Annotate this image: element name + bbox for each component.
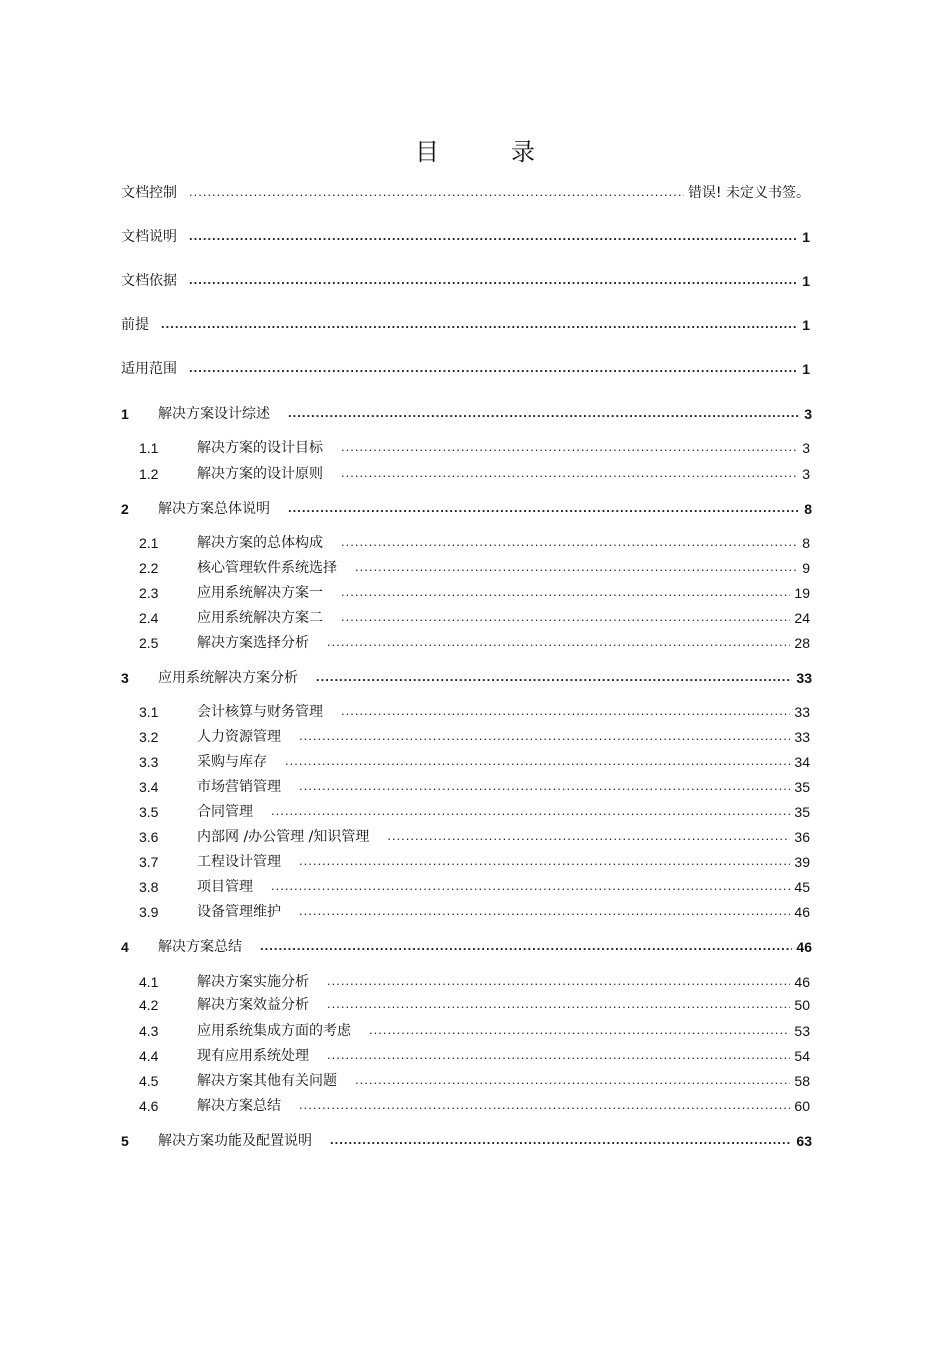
toc-entry[interactable]: [139, 1096, 810, 1116]
dot-leader: [189, 228, 798, 244]
toc-entry-number: 2.4: [139, 610, 159, 626]
dot-leader: [327, 996, 790, 1012]
toc-entry[interactable]: [121, 1131, 812, 1151]
toc-entry-page-number: 33: [794, 704, 810, 720]
toc-entry-number: 3.1: [139, 704, 159, 720]
toc-entry-label: 现有应用系统处理: [197, 1048, 309, 1064]
toc-entry[interactable]: [121, 499, 812, 519]
toc-entry[interactable]: [139, 995, 810, 1015]
toc-entry-number: 2.3: [139, 585, 159, 601]
toc-entry[interactable]: [121, 937, 812, 957]
toc-entry[interactable]: [139, 972, 810, 992]
toc-entry[interactable]: [139, 1046, 810, 1066]
dot-leader: [341, 703, 790, 719]
toc-entry[interactable]: [139, 464, 810, 484]
toc-entry[interactable]: [139, 852, 810, 872]
toc-entry-label: 解决方案效益分析: [197, 997, 309, 1013]
toc-entry-page-number: 3: [802, 466, 810, 482]
toc-entry-page-number: 46: [794, 904, 810, 920]
toc-entry-page-number: 24: [794, 610, 810, 626]
toc-entry-label: 项目管理: [197, 879, 253, 895]
toc-entry[interactable]: [139, 777, 810, 797]
toc-entry-page-number: 60: [794, 1098, 810, 1114]
dot-leader: [316, 669, 792, 685]
toc-entry-number: 3.3: [139, 754, 159, 770]
toc-entry-page-number: 53: [794, 1023, 810, 1039]
toc-entry-number: 3.9: [139, 904, 159, 920]
toc-entry[interactable]: [121, 315, 810, 335]
toc-entry-number: 4.5: [139, 1073, 159, 1089]
toc-entry-label: 解决方案总体说明: [158, 501, 270, 517]
toc-entry-number: 3.6: [139, 829, 159, 845]
dot-leader: [369, 1022, 790, 1038]
toc-entry-label: 解决方案总结: [197, 1098, 281, 1114]
toc-entry-label: 核心管理软件系统选择: [197, 560, 337, 576]
toc-entry-label: 适用范围: [121, 361, 177, 377]
toc-entry-page-number: 36: [794, 829, 810, 845]
toc-entry[interactable]: [139, 902, 810, 922]
toc-entry[interactable]: [139, 633, 810, 653]
toc-entry-page-number: 1: [802, 229, 810, 245]
toc-entry-page-number: 8: [802, 535, 810, 551]
toc-entry-number: 3.7: [139, 854, 159, 870]
dot-leader: [327, 634, 790, 650]
toc-entry-page-number: 58: [794, 1073, 810, 1089]
toc-entry-label: 文档说明: [121, 229, 177, 245]
toc-entry[interactable]: [139, 608, 810, 628]
dot-leader: [285, 753, 790, 769]
page-title: 目 录: [415, 138, 559, 166]
toc-entry-page-number: 33: [794, 729, 810, 745]
dot-leader: [161, 316, 798, 332]
toc-entry[interactable]: [139, 533, 810, 553]
toc-entry-label: 合同管理: [197, 804, 253, 820]
dot-leader: [341, 534, 798, 550]
toc-entry-number: 1: [121, 406, 129, 422]
toc-entry-page-number: 46: [794, 974, 810, 990]
toc-entry-page-number: 19: [794, 585, 810, 601]
toc-entry-page-number: 9: [802, 560, 810, 576]
toc-entry-number: 1.1: [139, 440, 159, 456]
toc-entry[interactable]: [121, 404, 812, 424]
toc-entry[interactable]: [121, 359, 810, 379]
dot-leader: [387, 828, 790, 844]
dot-leader: [327, 1047, 790, 1063]
toc-entry-label: 文档依据: [121, 273, 177, 289]
toc-entry[interactable]: [139, 1021, 810, 1041]
dot-leader: [355, 559, 798, 575]
toc-entry-page-number: 1: [802, 317, 810, 333]
dot-leader: [355, 1072, 790, 1088]
dot-leader: [299, 853, 790, 869]
dot-leader: [189, 272, 798, 288]
toc-entry-label: 前提: [121, 317, 149, 333]
toc-entry-page-number: 错误! 未定义书签。: [687, 185, 810, 201]
toc-entry-label: 工程设计管理: [197, 854, 281, 870]
toc-entry-page-number: 54: [794, 1048, 810, 1064]
toc-entry[interactable]: [139, 752, 810, 772]
dot-leader: [288, 500, 800, 516]
toc-entry-number: 4.1: [139, 974, 159, 990]
toc-entry-number: 4: [121, 939, 129, 955]
toc-entry-number: 3.8: [139, 879, 159, 895]
dot-leader: [271, 803, 790, 819]
toc-entry[interactable]: [121, 668, 812, 688]
toc-entry-label: 应用系统解决方案一: [197, 585, 323, 601]
dot-leader: [341, 465, 798, 481]
toc-entry-number: 4.3: [139, 1023, 159, 1039]
dot-leader: [299, 728, 790, 744]
toc-entry[interactable]: [139, 1071, 810, 1091]
toc-entry[interactable]: [139, 583, 810, 603]
toc-entry-page-number: 46: [796, 939, 812, 955]
dot-leader: [260, 938, 792, 954]
toc-entry-label: 应用系统解决方案分析: [158, 670, 298, 686]
toc-entry-label: 解决方案其他有关问题: [197, 1073, 337, 1089]
dot-leader: [299, 903, 790, 919]
dot-leader: [189, 184, 684, 200]
toc-entry-page-number: 3: [802, 440, 810, 456]
toc-entry-number: 2.5: [139, 635, 159, 651]
toc-entry[interactable]: [139, 558, 810, 578]
toc-entry-page-number: 1: [802, 361, 810, 377]
toc-entry-label: 解决方案的总体构成: [197, 535, 323, 551]
toc-entry-label: 解决方案选择分析: [197, 635, 309, 651]
toc-entry-label: 解决方案总结: [158, 939, 242, 955]
dot-leader: [189, 360, 798, 376]
toc-entry-label: 人力资源管理: [197, 729, 281, 745]
toc-entry-label: 文档控制: [121, 185, 177, 201]
toc-entry-label: 解决方案实施分析: [197, 974, 309, 990]
dot-leader: [299, 1097, 790, 1113]
toc-entry-label: 应用系统解决方案二: [197, 610, 323, 626]
toc-entry-page-number: 8: [804, 501, 812, 517]
toc-entry-label: 解决方案设计综述: [158, 406, 270, 422]
toc-entry[interactable]: [121, 183, 810, 203]
toc-entry-number: 3.2: [139, 729, 159, 745]
toc-entry-number: 5: [121, 1133, 129, 1149]
dot-leader: [271, 878, 790, 894]
toc-entry-page-number: 63: [796, 1133, 812, 1149]
toc-entry-page-number: 50: [794, 997, 810, 1013]
toc-entry[interactable]: [139, 877, 810, 897]
toc-entry-label: 应用系统集成方面的考虑: [197, 1023, 351, 1039]
toc-entry-number: 3.5: [139, 804, 159, 820]
toc-entry[interactable]: [139, 702, 810, 722]
toc-entry-number: 4.6: [139, 1098, 159, 1114]
toc-entry-page-number: 3: [804, 406, 812, 422]
dot-leader: [299, 778, 790, 794]
toc-entry[interactable]: [139, 802, 810, 822]
dot-leader: [327, 973, 790, 989]
toc-entry-page-number: 45: [794, 879, 810, 895]
toc-entry-page-number: 35: [794, 779, 810, 795]
toc-entry-page-number: 39: [794, 854, 810, 870]
toc-entry-label: 市场营销管理: [197, 779, 281, 795]
dot-leader: [341, 439, 798, 455]
toc-entry-page-number: 35: [794, 804, 810, 820]
toc-entry-page-number: 1: [802, 273, 810, 289]
toc-entry-label: 内部网 /办公管理 /知识管理: [197, 829, 370, 845]
toc-entry-label: 会计核算与财务管理: [197, 704, 323, 720]
toc-entry-page-number: 28: [794, 635, 810, 651]
toc-entry[interactable]: [121, 227, 810, 247]
toc-entry-number: 3: [121, 670, 129, 686]
dot-leader: [341, 609, 790, 625]
toc-entry-number: 2.2: [139, 560, 159, 576]
toc-entry-number: 3.4: [139, 779, 159, 795]
toc-entry-page-number: 33: [796, 670, 812, 686]
toc-entry-number: 2: [121, 501, 129, 517]
toc-entry-label: 解决方案功能及配置说明: [158, 1133, 312, 1149]
toc-entry-number: 4.2: [139, 997, 159, 1013]
toc-entry-label: 设备管理维护: [197, 904, 281, 920]
toc-entry-number: 2.1: [139, 535, 159, 551]
toc-entry[interactable]: [139, 727, 810, 747]
dot-leader: [330, 1132, 792, 1148]
toc-entry[interactable]: [121, 271, 810, 291]
toc-entry-page-number: 34: [794, 754, 810, 770]
toc-entry-number: 4.4: [139, 1048, 159, 1064]
toc-entry-label: 采购与库存: [197, 754, 267, 770]
toc-entry-label: 解决方案的设计原则: [197, 466, 323, 482]
toc-entry[interactable]: [139, 827, 810, 847]
toc-entry-label: 解决方案的设计目标: [197, 440, 323, 456]
dot-leader: [341, 584, 790, 600]
toc-entry-number: 1.2: [139, 466, 159, 482]
dot-leader: [288, 405, 800, 421]
toc-entry[interactable]: [139, 438, 810, 458]
